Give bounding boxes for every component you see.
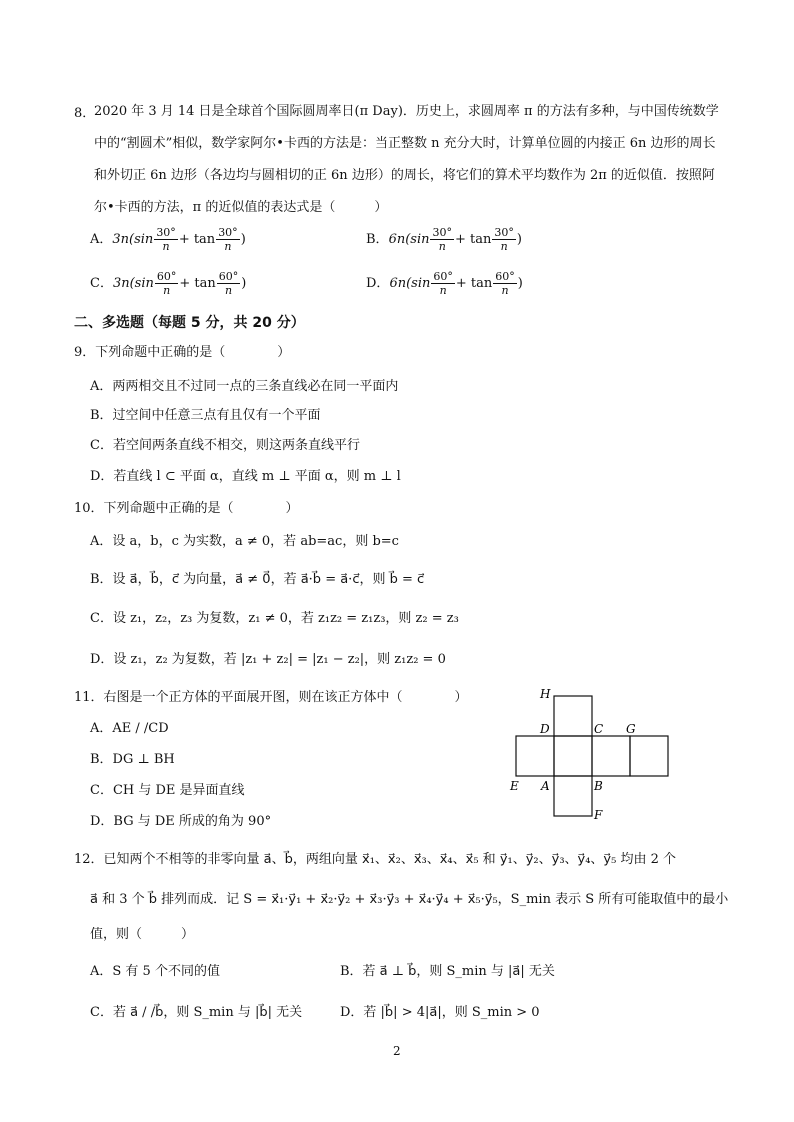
q9-option-a: A．两两相交且不过同一点的三条直线必在同一平面内 [90, 379, 399, 394]
net-square-top [554, 696, 592, 736]
cube-net-figure [500, 686, 680, 822]
net-square-left [516, 736, 554, 776]
q9-option-d: D．若直线 l ⊂ 平面 α，直线 m ⊥ 平面 α，则 m ⊥ l [90, 469, 401, 484]
q11-option-c: C．CH 与 DE 是异面直线 [90, 783, 245, 798]
q12-option-c: C．若 a⃗ / /b⃗，则 S_min 与 |b⃗| 无关 [90, 1005, 303, 1020]
fraction: $\frac{30^\circ}{n}$ [156, 226, 176, 253]
fraction: $\frac{30^\circ}{n}$ [494, 226, 514, 253]
fraction: $\frac{60^\circ}{n}$ [495, 270, 515, 297]
vertex-label-d: D [540, 722, 550, 736]
q12-line-1: 12．已知两个不相等的非零向量 a⃗、b⃗，两组向量 x⃗₁、x⃗₂、x⃗₃、x⃗₄、x⃗₅ 和 y⃗₁、y⃗₂、y⃗₃、y⃗₄、y⃗₅ 均由 2 个 [74, 852, 677, 867]
q8-option-c: C．3n(sin $\frac{60^\circ}{n}$ + tan $\frac{60^\circ}{n}$ ) [90, 270, 247, 297]
q12-line-2: a⃗ 和 3 个 b⃗ 排列而成．记 S = x⃗₁·y⃗₁ + x⃗₂·y⃗₂ + x⃗₃·y⃗₃ + x⃗₄·y⃗₄ + x⃗₅·y⃗₅，S_min 表示 S 所有可能取值中的最小 [90, 892, 729, 907]
q12-option-d: D．若 |b⃗| > 4|a⃗|，则 S_min > 0 [340, 1005, 540, 1020]
q8-option-a: A．3n(sin $\frac{30^\circ}{n}$ + tan $\frac{30^\circ}{n}$ ) [90, 226, 246, 253]
vertex-label-c: C [594, 722, 604, 736]
fraction: $\frac{30^\circ}{n}$ [432, 226, 452, 253]
q11-option-a: A．AE / /CD [90, 721, 169, 736]
fraction: $\frac{60^\circ}{n}$ [218, 270, 239, 297]
q11-option-b: B．DG ⊥ BH [90, 752, 175, 767]
vertex-label-a: A [541, 779, 550, 793]
q9-option-b: B．过空间中任意三点有且仅有一个平面 [90, 408, 321, 423]
vertex-label-b: B [594, 779, 603, 793]
fraction: $\frac{60^\circ}{n}$ [156, 270, 177, 297]
vertex-label-g: G [626, 722, 636, 736]
q8-number: 8． [74, 106, 96, 121]
q9-stem: 9．下列命题中正确的是（ ） [74, 345, 291, 360]
q8-option-b: B．6n(sin $\frac{30^\circ}{n}$ + tan $\frac{30^\circ}{n}$ ) [366, 226, 522, 253]
vertex-label-h: H [540, 687, 551, 701]
page-number: 2 [393, 1044, 401, 1058]
net-square-right [592, 736, 630, 776]
net-square-far-right [630, 736, 668, 776]
net-square-center [554, 736, 592, 776]
q10-option-a: A．设 a，b，c 为实数，a ≠ 0，若 ab=ac，则 b=c [90, 534, 399, 549]
q12-option-b: B．若 a⃗ ⊥ b⃗，则 S_min 与 |a⃗| 无关 [340, 964, 555, 979]
q12-line-3: 值，则（ ） [90, 927, 195, 942]
q10-option-b: B．设 a⃗，b⃗，c⃗ 为向量，a⃗ ≠ 0⃗，若 a⃗·b⃗ = a⃗·c⃗，则 b⃗ = c⃗ [90, 572, 425, 587]
vertex-label-e: E [510, 779, 519, 793]
q9-option-c: C．若空间两条直线不相交，则这两条直线平行 [90, 438, 360, 453]
q11-stem: 11．右图是一个正方体的平面展开图，则在该正方体中（ ） [74, 690, 468, 705]
q10-option-d: D．设 z₁，z₂ 为复数，若 |z₁ + z₂| = |z₁ − z₂|，则 z₁z₂ = 0 [90, 652, 446, 667]
q8-text: 2020 年 3 月 14 日是全球首个国际圆周率日(π Day)．历史上，求圆周率 π 的方法有多种，与中国传统数学中的“割圆术”相似，数学家阿尔•卡西的方法是：当正整数 n 充分大时，计算单位圆的内接正 6n 边形的周长和外切正 6n 边形（各边均与圆相切的正 6n 边形）的周长，将它们的算术平均数作为 2π 的近似值．按照阿尔•卡西的方法，π 的近似值的表达式是（ ） [94, 104, 719, 215]
vertex-label-f: F [594, 808, 603, 822]
net-square-bottom [554, 776, 592, 816]
q11-option-d: D．BG 与 DE 所成的角为 90° [90, 814, 272, 829]
q10-stem: 10．下列命题中正确的是（ ） [74, 501, 299, 516]
q8-option-d: D．6n(sin $\frac{60^\circ}{n}$ + tan $\frac{60^\circ}{n}$ ) [366, 270, 523, 297]
section-heading: 二、多选题（每题 5 分，共 20 分） [74, 315, 305, 331]
q10-option-c: C．设 z₁，z₂，z₃ 为复数，z₁ ≠ 0，若 z₁z₂ = z₁z₃，则 z₂ = z₃ [90, 611, 459, 626]
fraction: $\frac{30^\circ}{n}$ [218, 226, 238, 253]
q12-option-a: A．S 有 5 个不同的值 [90, 964, 220, 979]
fraction: $\frac{60^\circ}{n}$ [433, 270, 453, 297]
